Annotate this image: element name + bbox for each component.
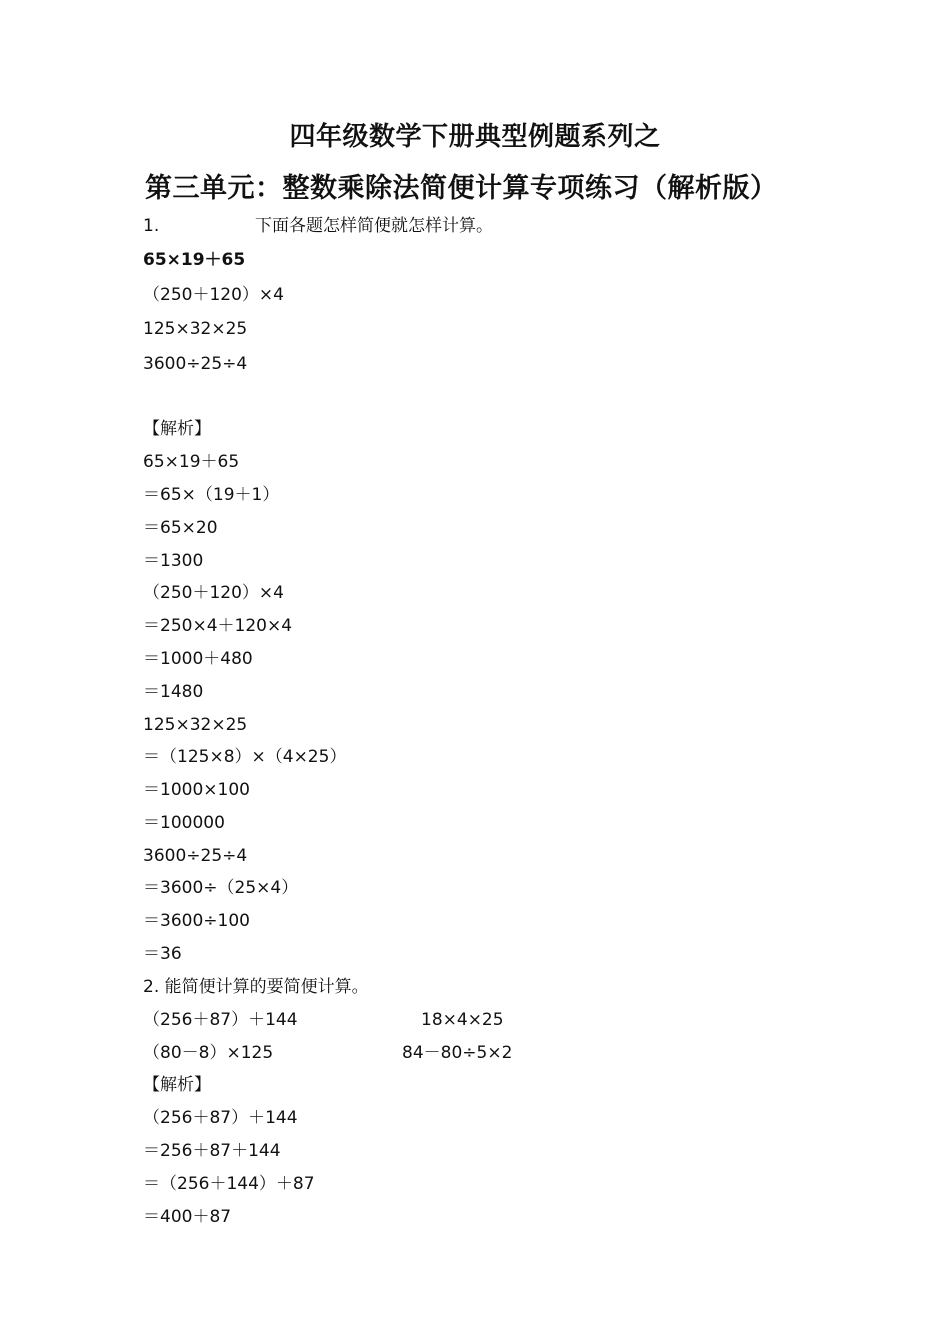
document-subtitle: 第三单元：整数乘除法简便计算专项练习（解析版） [145,173,778,204]
document-title: 四年级数学下册典型例题系列之 [289,122,661,152]
problem-line: 18×4×25 [421,1010,504,1030]
solution-line: ＝36 [143,944,182,964]
solution-line: ＝3600÷（25×4） [143,878,299,898]
question-2-prompt: 2. 能简便计算的要简便计算。 [143,977,369,997]
solution-line: ＝（256＋144）＋87 [143,1174,315,1194]
solution-line: ＝1000＋480 [143,649,253,669]
problem-line: （80－8）×125 [143,1043,274,1063]
solution-line: ＝250×4＋120×4 [143,616,293,636]
question-number: 1. [143,216,160,236]
solution-line: ＝256＋87＋144 [143,1141,281,1161]
solution-line: ＝1300 [143,551,204,571]
solution-line: 3600÷25÷4 [143,846,248,866]
solution-line: ＝65×20 [143,518,218,538]
solution-line: （256＋87）＋144 [143,1108,298,1128]
solution-line: 125×32×25 [143,715,248,735]
problem-line: 84－80÷5×2 [402,1043,513,1063]
problem-line: （256＋87）＋144 [143,1010,298,1030]
solution-line: ＝65×（19＋1） [143,485,280,505]
question-text: 下面各题怎样简便就怎样计算。 [255,216,493,236]
problem-line: 125×32×25 [143,319,248,339]
solution-line: ＝400＋87 [143,1207,232,1227]
analysis-label: 【解析】 [143,419,211,439]
solution-line: ＝1000×100 [143,780,250,800]
solution-line: （250＋120）×4 [143,583,284,603]
solution-line: ＝（125×8）×（4×25） [143,747,347,767]
problem-line: （250＋120）×4 [143,285,284,305]
problem-line: 3600÷25÷4 [143,354,248,374]
solution-line: ＝100000 [143,813,225,833]
solution-line: ＝3600÷100 [143,911,250,931]
solution-line: ＝1480 [143,682,204,702]
solution-line: 65×19＋65 [143,452,240,472]
analysis-label: 【解析】 [143,1075,211,1095]
problem-line: 65×19＋65 [143,250,246,270]
question-1-prompt [143,215,493,237]
